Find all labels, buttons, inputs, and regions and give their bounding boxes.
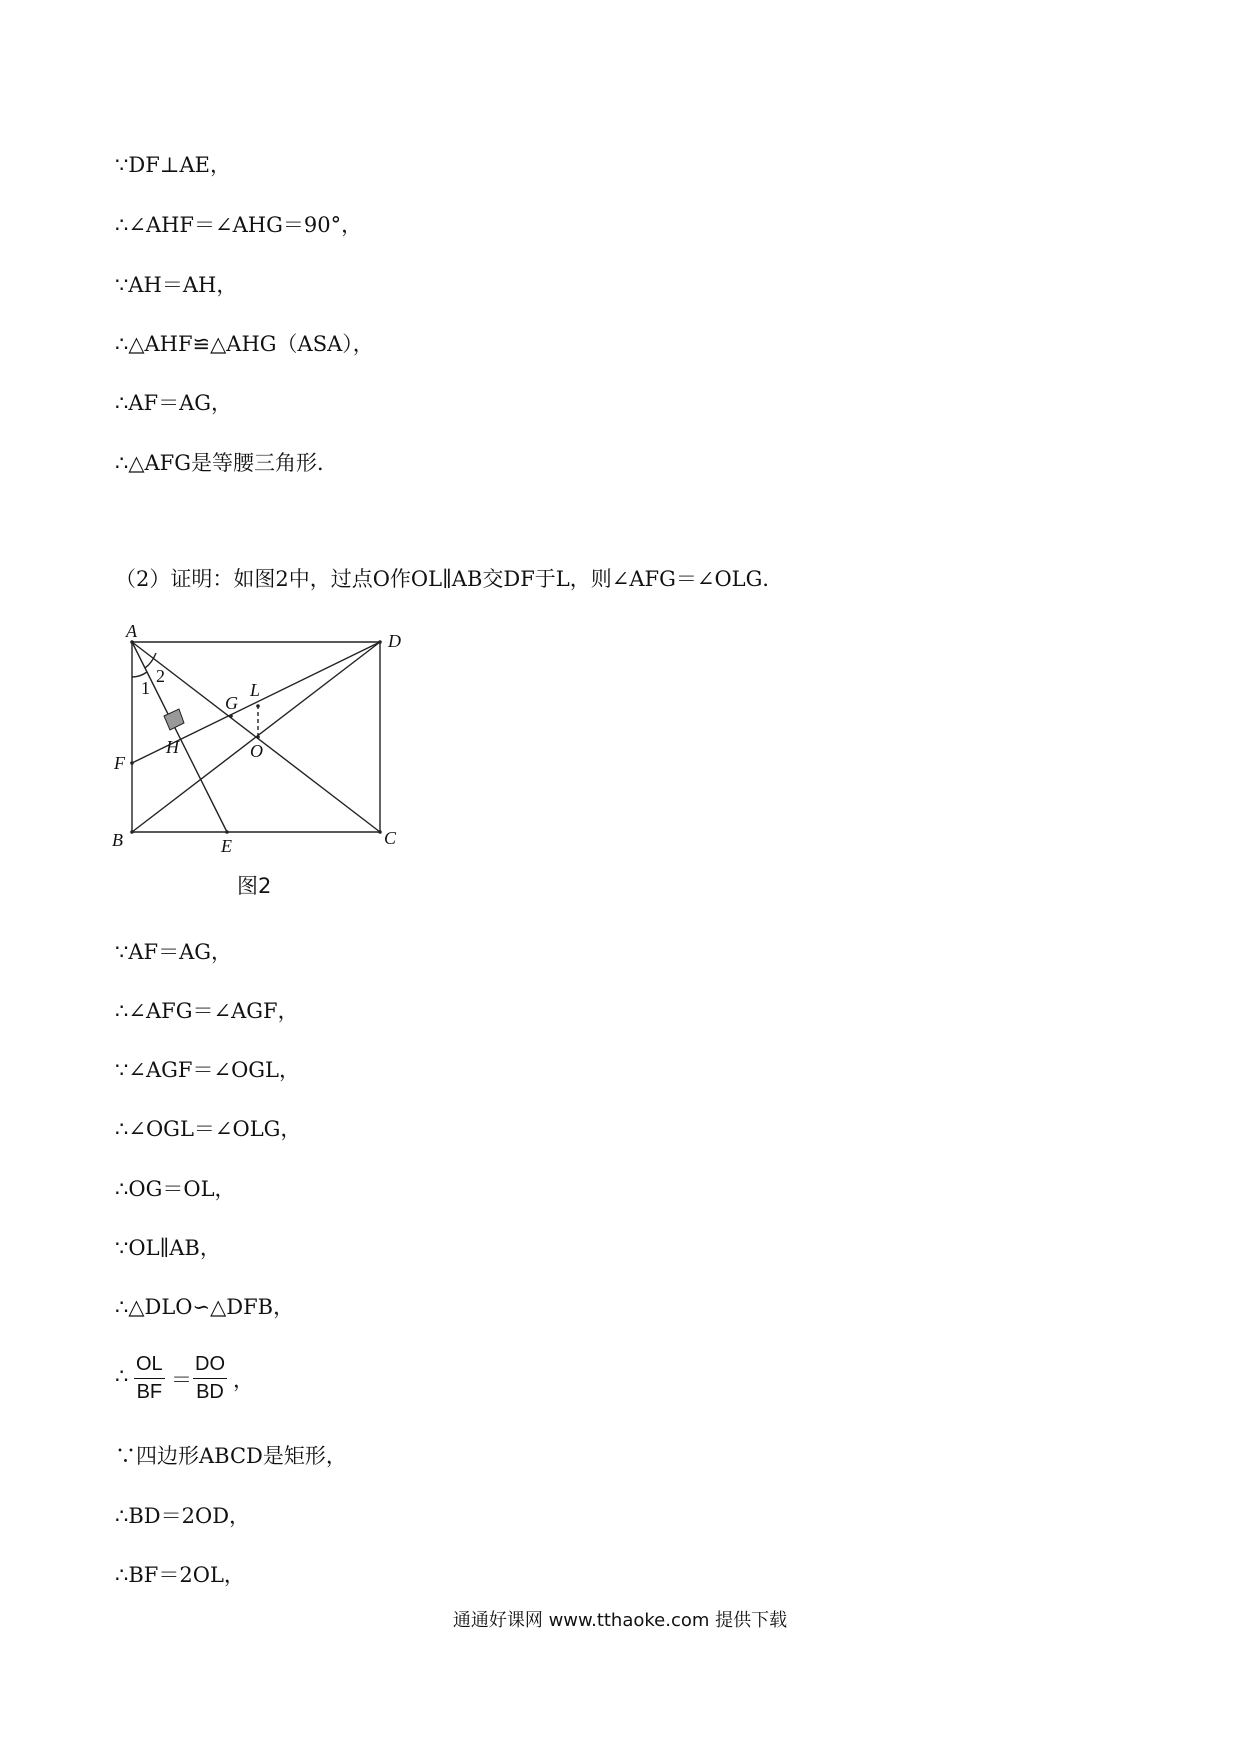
angle-label-1: 1: [141, 678, 150, 698]
label-a: A: [126, 621, 137, 641]
label-g: G: [225, 693, 238, 713]
label-f: F: [114, 753, 125, 773]
label-e: E: [221, 836, 232, 855]
fraction-right-numerator: DO: [193, 1352, 227, 1379]
fraction-right-denominator: BD: [196, 1381, 224, 1403]
proof-line-5: ∴AF＝AG，: [115, 391, 233, 415]
figure-caption: 图2: [237, 874, 272, 898]
part2-intro: （2）证明：如图2中，过点O作OL∥AB交DF于L，则∠AFG＝∠OLG．: [115, 567, 784, 591]
label-b: B: [112, 830, 123, 850]
fraction-left-numerator: OL: [134, 1352, 165, 1379]
angle-arc-2: [145, 653, 156, 668]
proof-line-9: ∵∠AGF＝∠OGL，: [115, 1058, 301, 1082]
angle-label-2: 2: [156, 666, 165, 686]
proof-line-16: ∴BF＝2OL，: [115, 1563, 245, 1587]
fraction-left: [134, 1352, 165, 1405]
proof-line-3: ∵AH＝AH，: [115, 273, 238, 297]
proof-line-8: ∴∠AFG＝∠AGF，: [115, 999, 299, 1023]
proof-line-14: ∵四边形ABCD是矩形，: [115, 1444, 347, 1468]
segment-ae: [132, 642, 227, 832]
label-c: C: [384, 828, 397, 848]
figure-svg: [100, 615, 420, 855]
proof-line-10: ∴∠OGL＝∠OLG，: [115, 1117, 302, 1141]
proof-line-11: ∴OG＝OL，: [115, 1177, 236, 1201]
label-h: H: [166, 737, 179, 757]
fraction-right: [193, 1352, 227, 1405]
proof-line-1: ∵DF⊥AE，: [115, 153, 232, 177]
proof-line-4: ∴△AHF≌△AHG（ASA），: [115, 332, 374, 356]
geometry-figure: [100, 615, 420, 855]
proof-line-2: ∴∠AHF＝∠AHG＝90°，: [115, 213, 363, 237]
label-d: D: [388, 631, 401, 651]
label-o: O: [250, 741, 263, 761]
proof-line-6: ∴△AFG是等腰三角形．: [115, 451, 339, 475]
label-l: L: [250, 680, 261, 700]
fraction-suffix: ，: [233, 1368, 254, 1392]
angle-arc-1: [132, 672, 147, 677]
proof-line-12: ∵OL∥AB，: [115, 1236, 221, 1260]
proof-line-13: ∴△DLO∽△DFB，: [115, 1295, 295, 1319]
page-footer: 通通好课网 www.tthaoke.com 提供下载: [452, 1610, 788, 1631]
fraction-left-denominator: BF: [136, 1381, 163, 1403]
proof-line-7: ∵AF＝AG，: [115, 940, 233, 964]
fraction-prefix: ∴: [115, 1364, 129, 1388]
fraction-equals: ＝: [171, 1368, 192, 1392]
proof-line-15: ∴BD＝2OD，: [115, 1504, 251, 1528]
